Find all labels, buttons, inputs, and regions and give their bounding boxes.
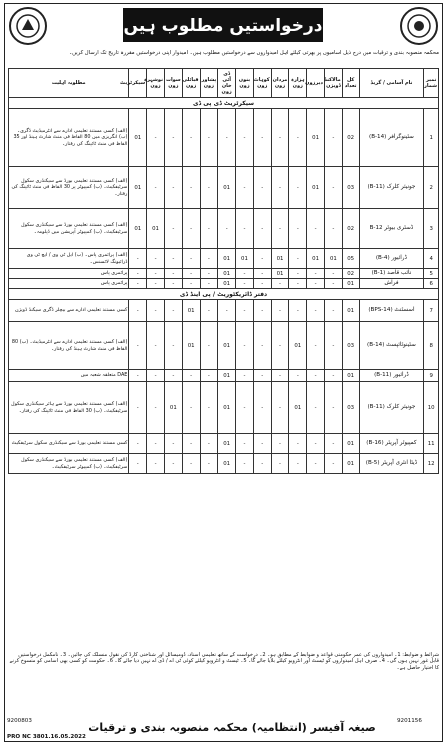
col-header-zone: کوہاٹ زون [253, 69, 271, 98]
zone-count: - [164, 434, 182, 454]
page-title: درخواستیں مطلوب ہیں [123, 8, 323, 42]
zone-count: - [129, 370, 147, 382]
requirement-text: (الف) کسی مستند تعلیمی ادارے سے انٹرمیڈیٹ۔ (ب) 80 الفاظ فی منٹ شارٹ ہینڈ کی رفتار۔ [9, 322, 129, 370]
table-row [9, 382, 439, 434]
requirement-text: (الف) پرائمری پاس۔ (ب) ایل ٹی وی / ایچ ٹی وی ڈرائیونگ لائسنس۔ [9, 249, 129, 269]
issuer-title: صیغہ آفیسر (انتظامیہ) محکمہ منصوبہ بندی و ترقیات [88, 721, 376, 734]
zone-count: - [147, 269, 165, 279]
zone-count: - [147, 249, 165, 269]
row-number: 4 [424, 249, 439, 269]
zone-count: - [324, 109, 342, 167]
post-total: 01 [342, 370, 359, 382]
zone-count: - [182, 167, 200, 209]
requirement-text: کسی مستند تعلیمی بورڈ سے سیکنڈری سکول سرٹیفکیٹ [9, 434, 129, 454]
zone-count: - [236, 109, 254, 167]
zone-count: - [253, 249, 271, 269]
post-name: ڈیٹا انٹری آپریٹر (B-5) [359, 454, 424, 474]
col-header-zone: مالاکنڈ ڈویژن [324, 69, 342, 98]
row-number: 7 [424, 300, 439, 322]
zone-count: - [271, 322, 289, 370]
row-number: 3 [424, 209, 439, 249]
footer [5, 714, 442, 742]
zone-count: - [200, 249, 218, 269]
zone-count: - [271, 167, 289, 209]
col-header-total: کل تعداد [342, 69, 359, 98]
post-name: ڈرائیور (B-4) [359, 249, 424, 269]
zone-count: - [200, 454, 218, 474]
row-number: 1 [424, 109, 439, 167]
zone-count: - [147, 279, 165, 289]
zone-count: - [236, 454, 254, 474]
post-total: 01 [342, 300, 359, 322]
post-total: 01 [342, 279, 359, 289]
row-number: 2 [424, 167, 439, 209]
zone-count: 01 [307, 249, 325, 269]
zone-count: - [200, 269, 218, 279]
zone-count: - [324, 209, 342, 249]
zone-count: - [253, 322, 271, 370]
table-row [9, 249, 439, 269]
header [5, 4, 442, 48]
table-row [9, 209, 439, 249]
zone-count: - [289, 370, 307, 382]
requirement-text: پرائمری پاس [9, 279, 129, 289]
zone-count: - [307, 300, 325, 322]
zone-count: - [271, 279, 289, 289]
zone-count: - [271, 209, 289, 249]
requirement-text: (الف) کسی مستند تعلیمی بورڈ سے ہائر سیکنڈری سکول سرٹیفکیٹ۔ (ب) 30 الفاظ فی منٹ ٹائپنگ کی رفتار۔ [9, 382, 129, 434]
zone-count: - [289, 109, 307, 167]
col-header-zone: دیرزون [307, 69, 325, 98]
zone-count: - [147, 109, 165, 167]
zone-count: - [129, 249, 147, 269]
zone-count: - [129, 269, 147, 279]
zone-count: - [324, 382, 342, 434]
zone-count: 01 [236, 249, 254, 269]
post-total: 05 [342, 249, 359, 269]
zone-count: - [289, 434, 307, 454]
zone-count: 01 [307, 167, 325, 209]
post-name: سٹینوٹائپسٹ (B-14) [359, 322, 424, 370]
ad-code: 9200803 [7, 718, 32, 724]
zone-count: - [129, 454, 147, 474]
zone-count: - [129, 322, 147, 370]
zone-count: - [182, 269, 200, 279]
zone-count: - [200, 434, 218, 454]
zone-count: - [253, 209, 271, 249]
zone-count: - [200, 370, 218, 382]
requirement-text: کسی مستند تعلیمی ادارے سے بیچلر ڈگری سیکنڈ ڈویژن [9, 300, 129, 322]
zone-count: - [147, 454, 165, 474]
zone-count: - [200, 167, 218, 209]
post-name: ڈسٹری بیوٹر B-12 [359, 209, 424, 249]
col-header-requirement: مطلوبہ اہلیت [9, 69, 129, 98]
post-total: 03 [342, 322, 359, 370]
zone-count: 01 [218, 269, 236, 279]
post-total: 03 [342, 382, 359, 434]
zone-count: - [182, 209, 200, 249]
zone-count: - [129, 434, 147, 454]
zone-count: - [164, 249, 182, 269]
zone-count: - [289, 209, 307, 249]
post-name: سٹینوگرافر (B-14) [359, 109, 424, 167]
zone-count: 01 [271, 249, 289, 269]
table-row [9, 370, 439, 382]
post-name: جونیئر کلرک (B-11) [359, 382, 424, 434]
zone-count: - [164, 209, 182, 249]
zone-count: 01 [218, 249, 236, 269]
zone-count: - [182, 279, 200, 289]
zone-count: - [271, 454, 289, 474]
zone-count: 01 [129, 209, 147, 249]
zone-count: - [236, 269, 254, 279]
post-name: نائب قاصد (B-1) [359, 269, 424, 279]
emblem-left-icon [9, 7, 47, 45]
col-header-zone: بنوں زون [236, 69, 254, 98]
col-header-no: نمبر شمار [424, 69, 439, 98]
zone-count: - [289, 167, 307, 209]
zone-count: - [147, 382, 165, 434]
zone-count: - [147, 167, 165, 209]
zone-count: 01 [289, 382, 307, 434]
col-header-zone: ہزارہ زون [289, 69, 307, 98]
zone-count: - [307, 322, 325, 370]
table-row [9, 109, 439, 167]
zone-count: 01 [147, 209, 165, 249]
zone-count: - [164, 279, 182, 289]
zone-count: - [236, 209, 254, 249]
requirement-text: پرائمری پاس [9, 269, 129, 279]
zone-count: - [182, 454, 200, 474]
zone-count: 01 [218, 434, 236, 454]
post-total: 01 [342, 434, 359, 454]
row-number: 6 [424, 279, 439, 289]
zone-count: - [182, 382, 200, 434]
zone-count: - [253, 370, 271, 382]
zone-count: - [147, 434, 165, 454]
col-header-zone: ڈی آئی خان زون [218, 69, 236, 98]
zone-count: - [271, 434, 289, 454]
zone-count: - [289, 454, 307, 474]
row-number: 11 [424, 434, 439, 454]
zone-count: 01 [218, 279, 236, 289]
post-total: 02 [342, 209, 359, 249]
zone-count: - [253, 454, 271, 474]
table-row [9, 322, 439, 370]
zone-count: - [324, 269, 342, 279]
emblem-right-icon [400, 7, 438, 45]
zone-count: - [200, 279, 218, 289]
col-header-post: نام آسامی / گریڈ [359, 69, 424, 98]
requirement-text: (الف) کسی مستند تعلیمی بورڈ سے سیکنڈری سکول سرٹیفکیٹ۔ (ب) کمپیوٹر آپریشن میں ڈپلومہ۔ [9, 209, 129, 249]
zone-count: - [147, 300, 165, 322]
post-total: 02 [342, 269, 359, 279]
table-row [9, 279, 439, 289]
zone-count: - [289, 279, 307, 289]
zone-count: - [253, 300, 271, 322]
zone-count: - [324, 300, 342, 322]
zone-count: - [324, 434, 342, 454]
zone-count: 01 [218, 382, 236, 434]
zone-count: 01 [218, 322, 236, 370]
post-name: اسسٹنٹ (BPS-14) [359, 300, 424, 322]
zone-count: - [129, 279, 147, 289]
zone-count: - [182, 249, 200, 269]
row-number: 10 [424, 382, 439, 434]
zone-count: 01 [218, 454, 236, 474]
zone-count: - [236, 322, 254, 370]
zone-count: - [218, 109, 236, 167]
col-header-zone: سیکرٹریٹ [129, 69, 147, 98]
zone-count: 01 [324, 249, 342, 269]
table-row [9, 454, 439, 474]
zone-count: - [236, 167, 254, 209]
zone-count: - [164, 109, 182, 167]
terms-notes: شرائط و ضوابط: 1۔ امیدواروں کی عمر حکومتی قواعد و ضوابط کے مطابق ہو۔ 2۔ درخواست کے ساتھ تعلیمی اسناد، ڈومیسائل اور شناختی کارڈ کی نقول منسلک کی جائیں۔ 3۔ نامکمل درخواستیں قابل غور نہیں ہوں گی۔ 4۔ صرف اہل امیدواروں کو ٹیسٹ اور انٹرویو کیلئے بلایا جائے گا۔ 5۔ ٹیسٹ و انٹرویو کیلئے کوئی ٹی اے / ڈی اے نہیں دیا جائے گا۔ 6۔ حکومت کو کسی بھی اسامی کو منسوخ کرنے کا اختیار حاصل ہے۔ [9, 652, 439, 671]
zone-count: 01 [218, 370, 236, 382]
table-header-row [9, 69, 439, 98]
reference-number: PRO NC 3801.16.05.2022 [7, 734, 86, 740]
row-number: 8 [424, 322, 439, 370]
zone-count: - [253, 109, 271, 167]
zone-count: - [253, 269, 271, 279]
zone-count: 01 [182, 300, 200, 322]
zone-count: 01 [129, 109, 147, 167]
row-number: 12 [424, 454, 439, 474]
zone-count: - [129, 300, 147, 322]
zone-count: - [307, 370, 325, 382]
advertisement-page [4, 3, 443, 742]
zone-count: - [182, 370, 200, 382]
zone-count: - [289, 269, 307, 279]
section-title: دفتر ڈائریکٹوریٹ / پی اینڈ ڈی [9, 289, 439, 300]
col-header-zone: قبائلی زون [182, 69, 200, 98]
zone-count: - [271, 370, 289, 382]
table-row [9, 269, 439, 279]
zone-count: - [164, 269, 182, 279]
table-row [9, 167, 439, 209]
table-row [9, 300, 439, 322]
row-number: 5 [424, 269, 439, 279]
zone-count: - [164, 370, 182, 382]
col-header-zone: مردان زون [271, 69, 289, 98]
zone-count: - [164, 300, 182, 322]
zone-count: - [147, 322, 165, 370]
requirement-text: (الف) کسی مستند تعلیمی ادارے سے انٹرمیڈیٹ ڈگری۔ (ب) انگریزی میں 80 الفاظ فی منٹ شارٹ ہینڈ اور 35 الفاظ فی منٹ ٹائپنگ کی رفتار۔ [9, 109, 129, 167]
row-number: 9 [424, 370, 439, 382]
zone-count: - [200, 209, 218, 249]
col-header-zone: نوشہرہ زون [147, 69, 165, 98]
intro-text: محکمہ منصوبہ بندی و ترقیات میں درج ذیل اسامیوں پر بھرتی کیلئے اہل امیدواروں سے درخواستیں مطلوب ہیں۔ امیدوار اپنی درخواستیں مقررہ تاریخ تک ارسال کریں۔ [69, 50, 439, 56]
ipr-number: 9201156 [397, 718, 422, 724]
post-name: فراش [359, 279, 424, 289]
zone-count: 01 [307, 109, 325, 167]
post-name: کمپیوٹر آپریٹر (B-16) [359, 434, 424, 454]
requirement-text: (الف) کسی مستند تعلیمی بورڈ سے سیکنڈری سکول سرٹیفکیٹ۔ (ب) کمپیوٹر پر 30 الفاظ فی منٹ ٹائپنگ کی رفتار۔ [9, 167, 129, 209]
col-header-zone: سوات زون [164, 69, 182, 98]
section-row [9, 98, 439, 109]
section-title: سیکرٹریٹ ڈی پی ڈی [9, 98, 439, 109]
zone-count: - [236, 370, 254, 382]
zone-count: 01 [271, 269, 289, 279]
vacancy-table [8, 68, 439, 474]
zone-count: - [182, 434, 200, 454]
zone-count: - [324, 279, 342, 289]
zone-count: - [129, 382, 147, 434]
zone-count: - [200, 322, 218, 370]
zone-count: - [164, 167, 182, 209]
zone-count: - [289, 300, 307, 322]
requirement-text: DAE متعلقہ شعبہ میں [9, 370, 129, 382]
zone-count: - [289, 249, 307, 269]
zone-count: - [200, 382, 218, 434]
zone-count: - [324, 454, 342, 474]
zone-count: - [324, 167, 342, 209]
post-total: 03 [342, 167, 359, 209]
post-total: 01 [342, 454, 359, 474]
zone-count: - [236, 279, 254, 289]
post-name: ڈرائیور (B-11) [359, 370, 424, 382]
zone-count: - [324, 322, 342, 370]
zone-count: - [164, 322, 182, 370]
col-header-zone: پشاور زون [200, 69, 218, 98]
requirement-text: (الف) کسی مستند تعلیمی بورڈ سے سیکنڈری سکول سرٹیفکیٹ۔ (ب) کمپیوٹر سرٹیفکیٹ۔ [9, 454, 129, 474]
zone-count: - [253, 434, 271, 454]
zone-count: 01 [218, 167, 236, 209]
zone-count: 01 [289, 322, 307, 370]
post-total: 02 [342, 109, 359, 167]
zone-count: - [307, 279, 325, 289]
zone-count: - [218, 300, 236, 322]
zone-count: - [182, 109, 200, 167]
zone-count: - [236, 434, 254, 454]
zone-count: - [307, 269, 325, 279]
post-name: جونیئر کلرک (B-11) [359, 167, 424, 209]
table-row [9, 434, 439, 454]
zone-count: - [253, 167, 271, 209]
zone-count: - [307, 454, 325, 474]
zone-count: - [147, 370, 165, 382]
zone-count: - [164, 454, 182, 474]
zone-count: - [236, 382, 254, 434]
zone-count: - [253, 279, 271, 289]
zone-count: 01 [129, 167, 147, 209]
zone-count: - [307, 434, 325, 454]
zone-count: - [271, 300, 289, 322]
zone-count: - [271, 382, 289, 434]
zone-count: - [253, 382, 271, 434]
zone-count: - [218, 209, 236, 249]
zone-count: - [307, 209, 325, 249]
section-row [9, 289, 439, 300]
zone-count: - [200, 300, 218, 322]
zone-count: - [236, 300, 254, 322]
zone-count: - [200, 109, 218, 167]
zone-count: - [307, 382, 325, 434]
zone-count: 01 [164, 382, 182, 434]
zone-count: - [324, 370, 342, 382]
zone-count: 01 [182, 322, 200, 370]
zone-count: - [271, 109, 289, 167]
